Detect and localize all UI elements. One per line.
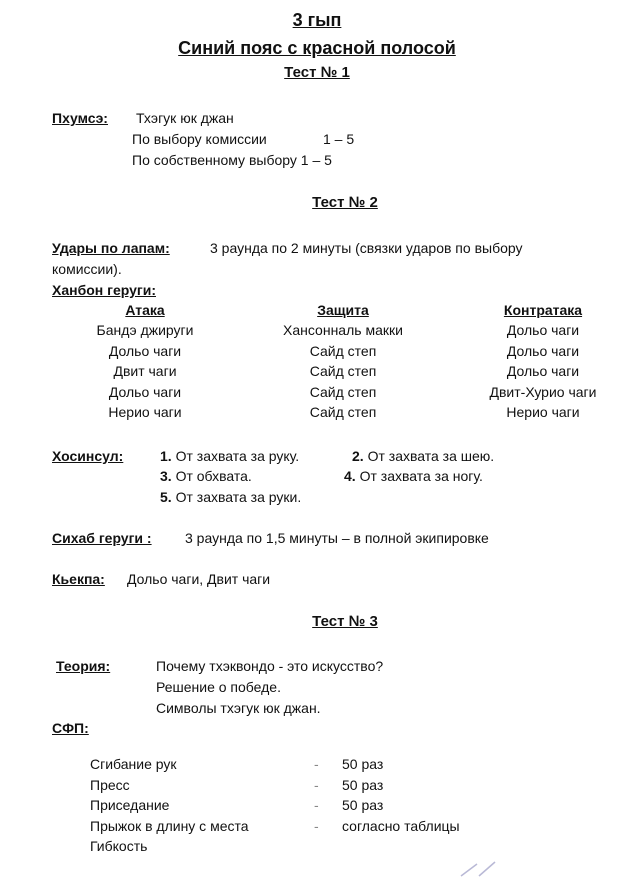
column-header-attack: Атака [125,302,165,318]
item-text: От захвата за шею. [367,448,495,464]
item-number: 5. [160,489,172,505]
table-cell: Дольо чаги [506,363,580,379]
list-item [160,489,301,505]
sfp-name: Гибкость [90,838,148,854]
table-cell: Бандэ джируги [96,322,194,338]
sfp-name: Прыжок в длину с места [90,818,249,834]
theory-label: Теория: [56,658,111,674]
sfp-dash: - [314,777,319,793]
sfp-dash: - [314,818,319,834]
table-cell: Дольо чаги [108,384,182,400]
pkhumse-label: Пхумсэ: [52,110,108,126]
column-header-defense: Защита [317,302,369,318]
table-cell: Дольо чаги [506,343,580,359]
table-cell: Двит-Хурио чаги [489,384,597,400]
pkhumse-line3: По собственному выбору 1 – 5 [132,152,332,168]
item-number: 4. [344,468,356,484]
table-cell: Сайд степ [309,363,377,379]
table-cell: Сайд степ [309,404,377,420]
sfp-name: Приседание [90,797,170,813]
item-text: От захвата за руки. [175,489,302,505]
theory-line: Символы тхэгук юк джан. [156,700,321,716]
pkhumse-line2-value: 1 – 5 [323,131,355,147]
item-text: От захвата за ногу. [359,468,483,484]
table-cell: Сайд степ [309,384,377,400]
table-cell: Нерио чаги [506,404,580,420]
kekpa-text: Дольо чаги, Двит чаги [127,571,271,587]
table-cell: Дольо чаги [506,322,580,338]
item-number: 1. [160,448,172,464]
pkhumse-line1: Тхэгук юк джан [136,110,234,126]
decorative-marks-icon [455,858,515,878]
item-number: 3. [160,468,172,484]
sfp-value: 50 раз [342,797,384,813]
udary-label: Удары по лапам: [52,240,170,256]
item-text: От захвата за руку. [175,448,300,464]
theory-line: Почему тхэквондо - это искусство? [156,658,384,674]
table-cell: Дольо чаги [108,343,182,359]
kekpa-label: Кьекпа: [52,571,105,587]
hosinsul-label: Хосинсул: [52,448,124,464]
table-cell: Нерио чаги [108,404,182,420]
sfp-dash: - [314,756,319,772]
item-number: 2. [352,448,364,464]
table-cell: Сайд степ [309,343,377,359]
test1-heading: Тест № 1 [284,64,350,81]
rank-title: 3 гып [292,10,342,30]
sfp-name: Сгибание рук [90,756,177,772]
test3-heading: Тест № 3 [312,613,378,630]
table-cell: Двит чаги [113,363,177,379]
list-item [352,448,494,464]
sihab-label: Сихаб геруги : [52,530,152,546]
pkhumse-line2-text: По выбору комиссии [132,131,267,147]
column-header-counter: Контратака [503,302,583,318]
sfp-value: согласно таблицы [342,818,460,834]
table-cell: Хансонналь макки [283,322,403,338]
sfp-name: Пресс [90,777,130,793]
sihab-text: 3 раунда по 1,5 минуты – в полной экипировке [185,530,489,546]
sfp-value: 50 раз [342,756,384,772]
theory-line: Решение о победе. [156,679,281,695]
list-item [160,448,299,464]
list-item [160,468,252,484]
sfp-dash: - [314,797,319,813]
sfp-label: СФП: [52,720,89,736]
belt-title: Синий пояс с красной полосой [178,38,456,58]
hanbon-label: Ханбон геруги: [52,282,156,298]
test2-heading: Тест № 2 [312,194,378,211]
udary-text: 3 раунда по 2 минуты (связки ударов по выбору [210,240,523,256]
udary-text-cont: комиссии). [52,261,122,277]
sfp-value: 50 раз [342,777,384,793]
item-text: От обхвата. [175,468,252,484]
list-item [344,468,483,484]
